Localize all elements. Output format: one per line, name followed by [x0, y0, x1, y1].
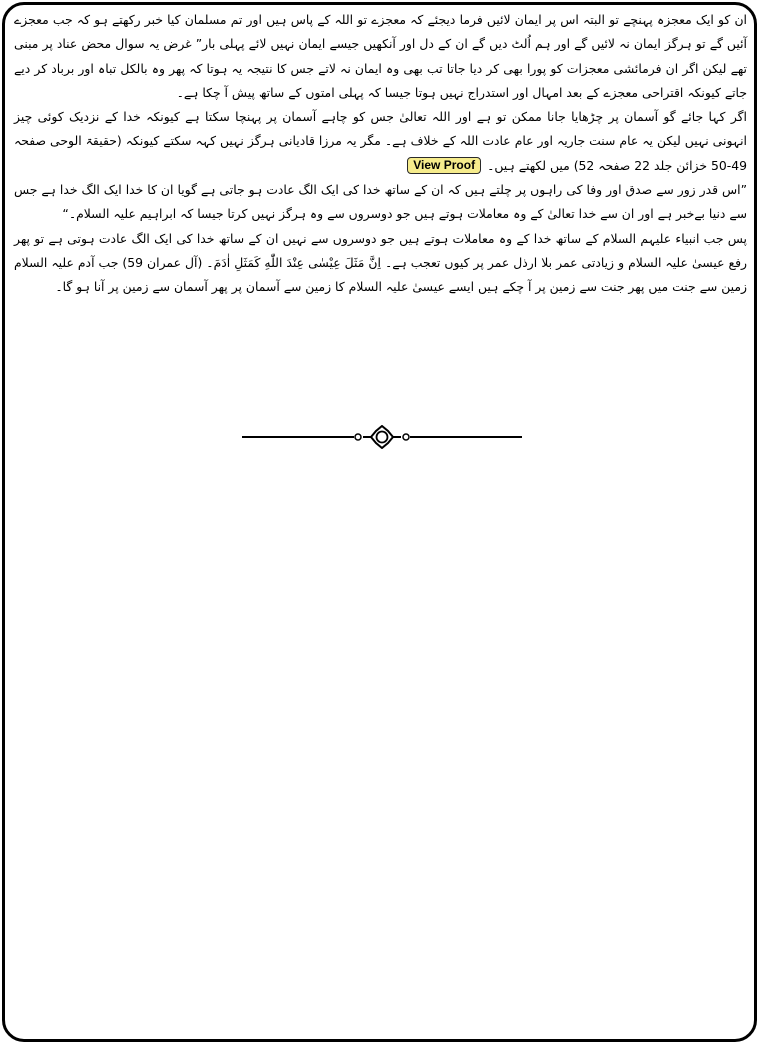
section-divider-ornament [242, 425, 522, 449]
paragraph-ascension-text: اگر کہا جائے گو آسمان پر چڑھایا جانا ممکن تو ہے اور اللہ تعالیٰ جس کو چاہے آسمان پر پہنچا سکتا ہے کیونکہ خدا کے نزدیک کوئی چیز انہونی نہیں لیکن یہ عام سنت جاریہ اور عام عادت اللہ کے خلاف ہے۔ مگر یہ مرزا قادیانی ہرگز نہیں کہہ سکتے کیونکہ (حقیقۃ الوحی صفحہ 49-50 خزائن جلد 22 صفحہ 52) میں لکھتے ہیں۔ [14, 109, 747, 173]
paragraph-quote: ”اس قدر زور سے صدق اور وفا کی راہوں پر چلتے ہیں کہ ان کے ساتھ خدا کی ایک الگ عادت ہو جاتی ہے گویا ان کا خدا ایک الگ خدا ہے جس سے دنیا بےخبر ہے اور ان سے خدا تعالیٰ کے وہ معاملات ہوتے ہیں جو دوسروں سے وہ ہرگز نہیں کرتا جیسا کہ ابراہیم علیہ السلام۔“ [14, 182, 747, 222]
paragraph-ascension [14, 105, 747, 178]
paragraph-miracles: ان کو ایک معجزہ پہنچے تو البتہ اس پر ایمان لائیں فرما دیجئے کہ معجزے تو اللہ کے پاس ہیں اور تم مسلمان کیا خبر رکھتے ہو کہ جب معجزے آئیں گے تو ہرگز ایمان نہ لائیں گے اور ہم اُلٹ دیں گے ان کے دل اور آنکھیں جیسے ایمان نہیں لائے پہلی بار” غرض یہ سوال محض عناد پر مبنی تھے لیکن اگر ان فرمائشی معجزات کو پورا بھی کر دیا جاتا تب بھی وہ ایمان نہ لاتے جس کا نتیجہ یہ ہوتا کہ پھر وہ بالکل تباہ اور برباد کر دیے جاتے کیونکہ اقتراحی معجزے کے بعد امہال اور استدراج نہیں ہوتا جیسا کہ پہلی امتوں کے ساتھ پیش آ چکا ہے۔ [14, 12, 747, 100]
view-proof-button[interactable]: View Proof [407, 157, 481, 174]
article-body [14, 8, 747, 300]
paragraph-conclusion: پس جب انبیاء علیہم السلام کے ساتھ خدا کے وہ معاملات ہوتے ہیں جو دوسروں سے نہیں ان کے ساتھ خدا کی ایک الگ عادت ہوتی ہے تو پھر رفع عیسیٰ علیہ السلام و زیادتی عمر بلا ارذل عمر پر کیوں تعجب ہے۔ اِنَّ مَثَلَ عِیْسٰی عِنْدَ اللّٰهِ کَمَثَلِ اٰدَمَ۔ (آل عمران 59) جب آدم علیہ السلام زمین سے جنت میں پھر جنت سے زمین پر آ چکے ہیں ایسے عیسیٰ علیہ السلام کا زمین سے آسمان پر پھر آسمان سے زمین پر آنا ہو گا۔ [14, 230, 747, 295]
